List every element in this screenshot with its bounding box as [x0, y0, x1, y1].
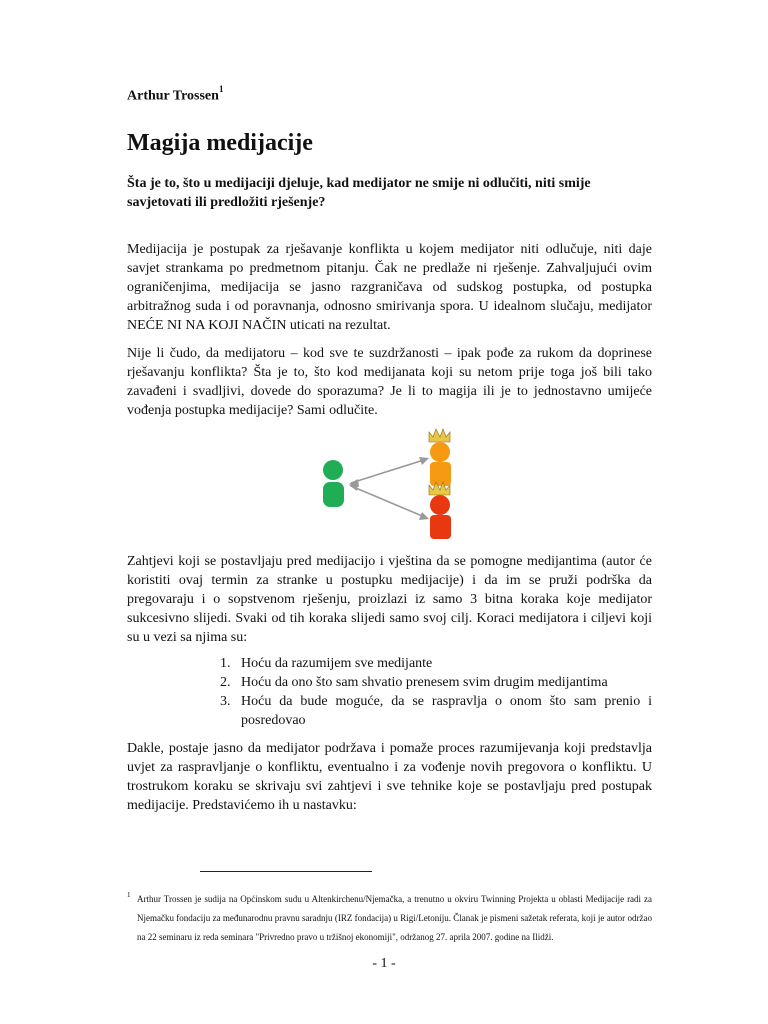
party-top-figure [429, 429, 451, 486]
arrowhead-bottom-party [419, 512, 429, 520]
arrows [349, 457, 429, 520]
footnote-divider [200, 871, 372, 872]
list-item [220, 673, 652, 692]
mediator-head [323, 460, 343, 480]
author-name: Arthur Trossen [127, 88, 219, 104]
party-bottom-head [430, 495, 450, 515]
paragraph-question: Nije li čudo, da medijatoru – kod sve te suzdržanosti – ipak pođe za rukom da doprinese rješavanju konflikta? Šta je to, što kod medijanata koji su netom prije toga još bili tako zavađeni i svadljivi, dovede do sporazuma? Je li to magija ili je to jednostavno umijeće vođenja postupka medijacije? Sami odlučite. [127, 346, 652, 418]
footnote-reference: 1 [218, 84, 224, 94]
paragraph-intro: Medijacija je postupak za rješavanje konflikta u kojem medijator niti odlučuje, niti daje savjet strankama po predmetnom pitanju. Čak ne predlaže ni rješenje. Zahvaljujući ovim ograničenjima, medijacija se jasno razgraničava od sudskog postupka, od postupka arbitražnog suda i od poravnanja, odnosno smirivanja spora. U idealnom slučaju, medijator NEĆE NI NA KOJI NAČIN uticati na rezultat. [127, 242, 652, 333]
footnote [127, 890, 652, 947]
party-top-body [430, 462, 451, 486]
party-top-head [430, 442, 450, 462]
author-line [127, 86, 223, 105]
page-title: Magija medijacije [127, 130, 313, 156]
list-item [220, 692, 652, 730]
list-item-text: Hoću da razumijem sve medijante [241, 656, 433, 671]
mediator-figure [323, 460, 344, 507]
arrowhead-top-party [419, 457, 429, 465]
crown-icon [429, 429, 450, 442]
list-item-number: 1. [220, 656, 231, 671]
party-bottom-figure [429, 482, 451, 539]
paragraph-requirements: Zahtjevi koji se postavljaju pred medijacijo i vještina da se pomogne medijantima (autor će koristiti ovaj termin za stranke u postupku medijacije) i da im se pruži podrška da pregovaraju i o sopstvenom rješenju, proizlazi iz samo 3 bitna koraka koje medijator sukcesivno slijedi. Svaki od tih koraka slijedi samo svoj cilj. Koraci medijatora i ciljevi koji su u vezi sa njima su: [127, 554, 652, 645]
mediator-body [323, 482, 344, 507]
list-item-text: Hoću da ono što sam shvatio prenesem svim drugim medijantima [241, 675, 608, 690]
page-number: - 1 - [372, 956, 396, 971]
arrow-to-bottom-party [351, 486, 427, 518]
list-item-number: 3. [220, 694, 231, 709]
paragraph-conclusion: Dakle, postaje jasno da medijator podržava i pomaže proces razumijevanja koji predstavlja uvjet za raspravljanje o konfliktu, eventualno i za vođenje novih pregovora o konfliktu. U trostrukom koraku se skrivaju svi zahtjevi i sve tehnike koje se postavljaju pred postupak medijacije. Predstavićemo ih u nastavku: [127, 741, 652, 813]
steps-list [220, 654, 652, 730]
subtitle: Šta je to, što u medijaciji djeluje, kad medijator ne smije ni odlučiti, niti smije savjetovati ili predložiti rješenje? [127, 176, 591, 210]
list-item-number: 2. [220, 675, 231, 690]
list-item-text: Hoću da bude moguće, da se raspravlja o onom što sam prenio i posredovao [241, 694, 652, 728]
list-item [220, 654, 652, 673]
party-bottom-body [430, 515, 451, 539]
footnote-text: Arthur Trossen je sudija na Općinskom sudu u Altenkirchenu/Njemačka, a trenutno u okviru Twinning Projekta u oblasti Medijacije radi za Njemačku fondaciju za međunarodnu pravnu saradnju (IRZ fondacija) u Rigi/Letoniju. Članak je pismeni sažetak referata, koji je autor održao na 22 seminaru iz reda seminara "Privredno pravo u tržišnoj ekonomiji", održanog 27. aprila 2007. godine na Ilidži. [137, 894, 652, 942]
arrow-to-top-party [351, 459, 427, 483]
mediation-illustration [315, 420, 465, 546]
footnote-mark: 1 [127, 891, 131, 899]
